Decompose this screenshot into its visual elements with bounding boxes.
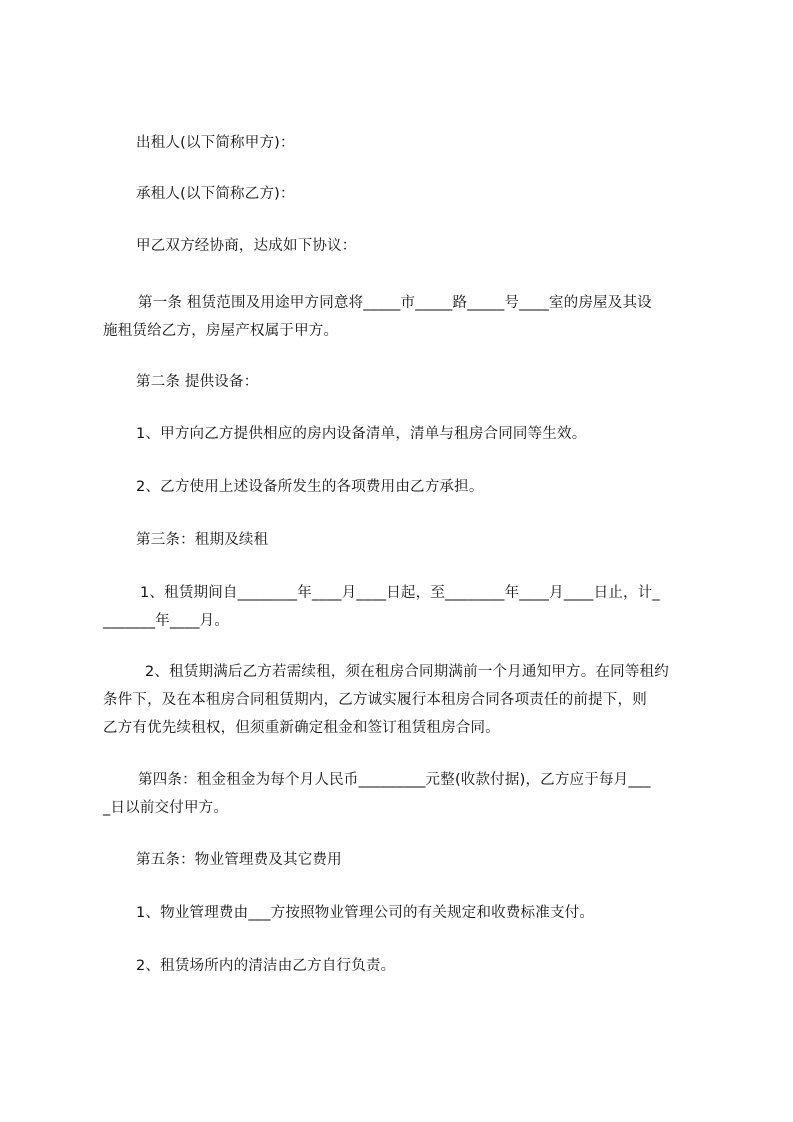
article5-item2: 2、租赁场所内的清洁由乙方自行负责。 — [136, 958, 396, 974]
article2-item2: 2、乙方使用上述设备所发生的各项费用由乙方承担。 — [136, 479, 484, 495]
article3-item2-line2: 条件下，及在本租房合同租赁期内，乙方诚实履行本租房合同各项责任的前提下，则 — [103, 692, 647, 708]
article5-heading: 第五条：物业管理费及其它费用 — [136, 852, 342, 868]
article4-line2: _日以前交付甲方。 — [103, 800, 229, 816]
article3-item2-line3: 乙方有优先续租权，但须重新确定租金和签订租赁租房合同。 — [103, 720, 500, 736]
article5-item1: 1、物业管理费由___方按照物业管理公司的有关规定和收费标准支付。 — [136, 905, 595, 921]
article2-heading: 第二条 提供设备： — [136, 374, 259, 390]
article3-item1-line1: 1、租赁期间自________年____月____日起，至________年____月____日止，计_ — [140, 585, 660, 601]
article3-item1-line2: _______年____月。 — [103, 613, 230, 629]
article4-line1: 第四条：租金租金为每个月人民币_________元整(收款付据)，乙方应于每月___ — [138, 772, 651, 788]
lessor-line: 出租人(以下简称甲方)： — [136, 135, 295, 151]
article1-line1: 第一条 租赁范围及用途甲方同意将_____市_____路_____号____室的房屋及其设 — [138, 295, 652, 311]
article1-line2: 施租赁给乙方，房屋产权属于甲方。 — [103, 323, 339, 339]
article3-heading: 第三条：租期及续租 — [136, 532, 269, 548]
article3-item2-line1: 2、租赁期满后乙方若需续租，须在租房合同期满前一个月通知甲方。在同等租约 — [145, 664, 669, 680]
agreement-intro: 甲乙双方经协商，达成如下协议： — [136, 238, 357, 254]
lessee-line: 承租人(以下简称乙方)： — [136, 186, 295, 202]
article2-item1: 1、甲方向乙方提供相应的房内设备清单，清单与租房合同同等生效。 — [136, 426, 587, 442]
